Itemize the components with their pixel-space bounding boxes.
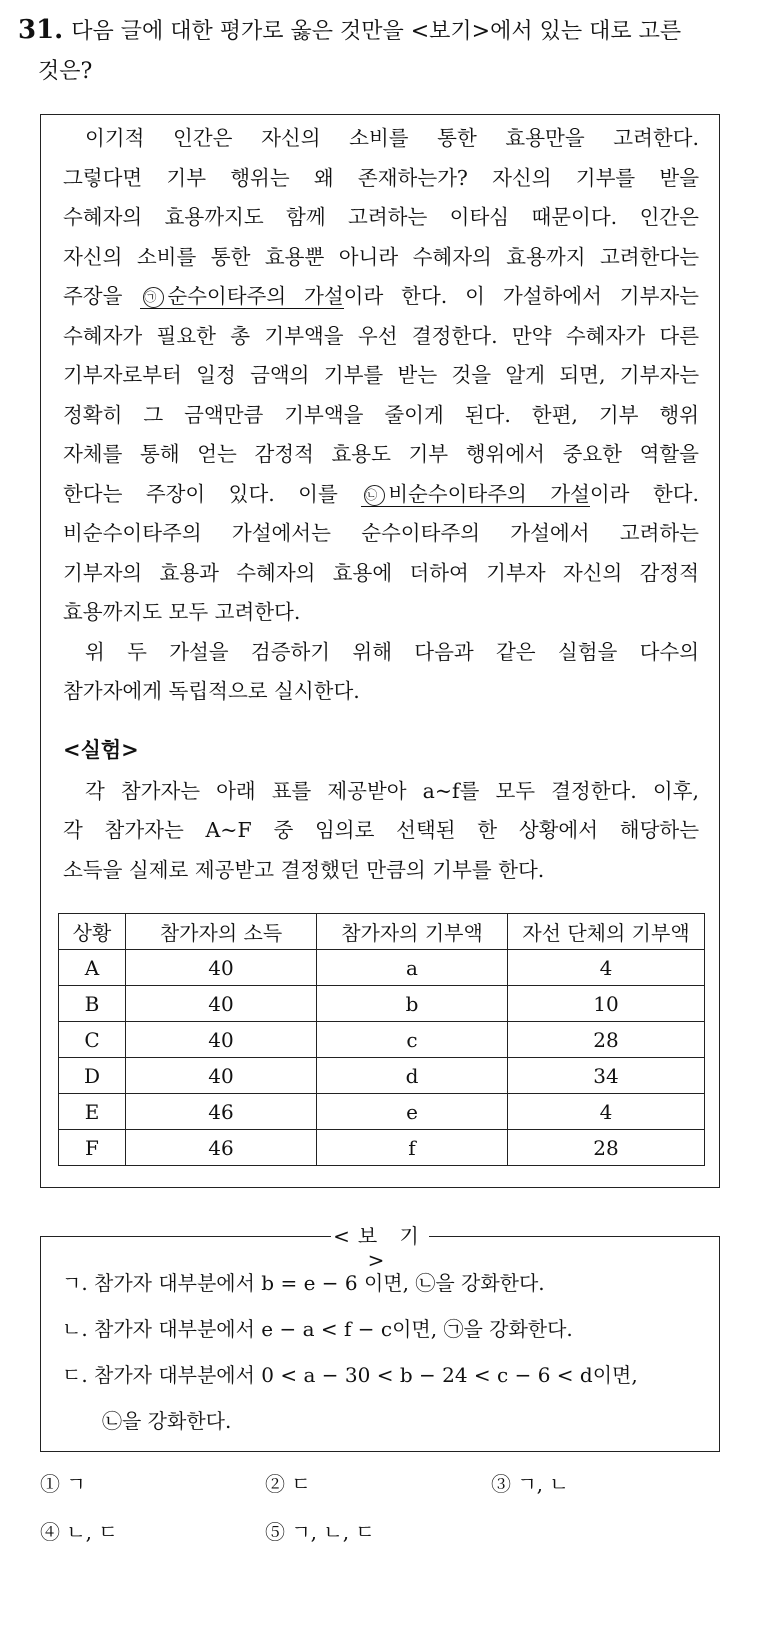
table-row: B 40 b 10 bbox=[59, 986, 705, 1022]
passage-line: 참가자에게 독립적으로 실시한다. bbox=[63, 679, 360, 703]
table-row: A 40 a 4 bbox=[59, 950, 705, 986]
answer-choices bbox=[40, 1468, 740, 1564]
question-text-1: 다음 글에 대한 평가로 옳은 것만을 <보기>에서 있는 대로 고른 bbox=[71, 19, 682, 44]
bogi-item-nieun[interactable]: ㄴ. 참가자 대부분에서 e − a < f − c이면, ㉠을 강화한다. bbox=[62, 1317, 573, 1341]
term-impure-altruism: ㉡ 비순수이타주의 가설 bbox=[361, 482, 590, 507]
mark-nieun: ㉡ bbox=[364, 485, 385, 506]
experiment-title: <실험> bbox=[63, 736, 139, 762]
table-header-row bbox=[59, 914, 705, 950]
question-number: 31. bbox=[18, 15, 64, 45]
passage-box bbox=[40, 114, 720, 1188]
passage-line: 기부자로부터 일정 금액의 기부를 받는 것을 알게 되면, 기부자는 bbox=[63, 363, 699, 387]
choice-5[interactable]: ⑤ ㄱ, ㄴ, ㄷ bbox=[265, 1520, 375, 1544]
question-line-1 bbox=[18, 10, 743, 52]
choice-2[interactable]: ② ㄷ bbox=[265, 1472, 311, 1496]
experiment-line: 각 참가자는 아래 표를 제공받아 a~f를 모두 결정한다. 이후, bbox=[85, 778, 699, 803]
passage-line: 한다는 주장이 있다. 이를 ㉡ 비순수이타주의 가설이라 한다. bbox=[63, 481, 699, 506]
experiment-line: 각 참가자는 A~F 중 임의로 선택된 한 상황에서 해당하는 bbox=[63, 818, 699, 842]
table-row: F 46 f 28 bbox=[59, 1130, 705, 1166]
mark-giyeok: ㉠ bbox=[143, 287, 164, 308]
bogi-title: <보 기> bbox=[331, 1224, 429, 1272]
header-situation: 상황 bbox=[59, 914, 126, 950]
bogi-item-digeut-cont: ㉡을 강화한다. bbox=[102, 1409, 232, 1433]
term-pure-altruism: ㉠ 순수이타주의 가설 bbox=[140, 284, 343, 309]
passage-line: 효용까지도 모두 고려한다. bbox=[63, 600, 301, 624]
header-income: 참가자의 소득 bbox=[126, 914, 317, 950]
passage-line: 비순수이타주의 가설에서는 순수이타주의 가설에서 고려하는 bbox=[63, 521, 699, 545]
table-row: D 40 d 34 bbox=[59, 1058, 705, 1094]
passage-line: 주장을 ㉠ 순수이타주의 가설이라 한다. 이 가설하에서 기부자는 bbox=[63, 284, 699, 308]
passage-line: 위 두 가설을 검증하기 위해 다음과 같은 실험을 다수의 bbox=[85, 639, 699, 664]
experiment-line: 소득을 실제로 제공받고 결정했던 만큼의 기부를 한다. bbox=[63, 857, 545, 882]
choice-1[interactable]: ① ㄱ bbox=[40, 1472, 86, 1496]
choice-3[interactable]: ③ ㄱ, ㄴ bbox=[491, 1472, 569, 1496]
bogi-item-digeut[interactable]: ㄷ. 참가자 대부분에서 0 < a − 30 < b − 24 < c − 6 < d이면, bbox=[62, 1363, 638, 1387]
question-text-2: 것은? bbox=[38, 59, 93, 84]
passage-line: 자신의 소비를 통한 효용뿐 아니라 수혜자의 효용까지 고려한다는 bbox=[63, 244, 699, 269]
table-row: C 40 c 28 bbox=[59, 1022, 705, 1058]
passage-line: 기부자의 효용과 수혜자의 효용에 더하여 기부자 자신의 감정적 bbox=[63, 560, 699, 585]
passage-line: 자체를 통해 얻는 감정적 효용도 기부 행위에서 중요한 역할을 bbox=[63, 442, 699, 466]
experiment-table bbox=[58, 913, 705, 1166]
table-row: E 46 e 4 bbox=[59, 1094, 705, 1130]
header-donation: 참가자의 기부액 bbox=[317, 914, 508, 950]
question-stem bbox=[18, 10, 743, 92]
passage-line: 그렇다면 기부 행위는 왜 존재하는가? 자신의 기부를 받을 bbox=[63, 165, 699, 190]
bogi-item-giyeok[interactable]: ㄱ. 참가자 대부분에서 b = e − 6 이면, ㉡을 강화한다. bbox=[62, 1271, 545, 1295]
passage-line: 이기적 인간은 자신의 소비를 통한 효용만을 고려한다. bbox=[85, 126, 699, 150]
header-charity: 자선 단체의 기부액 bbox=[508, 914, 705, 950]
passage-line: 정확히 그 금액만큼 기부액을 줄이게 된다. 한편, 기부 행위 bbox=[63, 402, 699, 427]
passage-line: 수혜자가 필요한 총 기부액을 우선 결정한다. 만약 수혜자가 다른 bbox=[63, 323, 699, 348]
passage-line: 수혜자의 효용까지도 함께 고려하는 이타심 때문이다. 인간은 bbox=[63, 205, 699, 229]
bogi-area bbox=[40, 1224, 720, 1452]
choice-4[interactable]: ④ ㄴ, ㄷ bbox=[40, 1520, 118, 1544]
bogi-items bbox=[62, 1260, 702, 1444]
